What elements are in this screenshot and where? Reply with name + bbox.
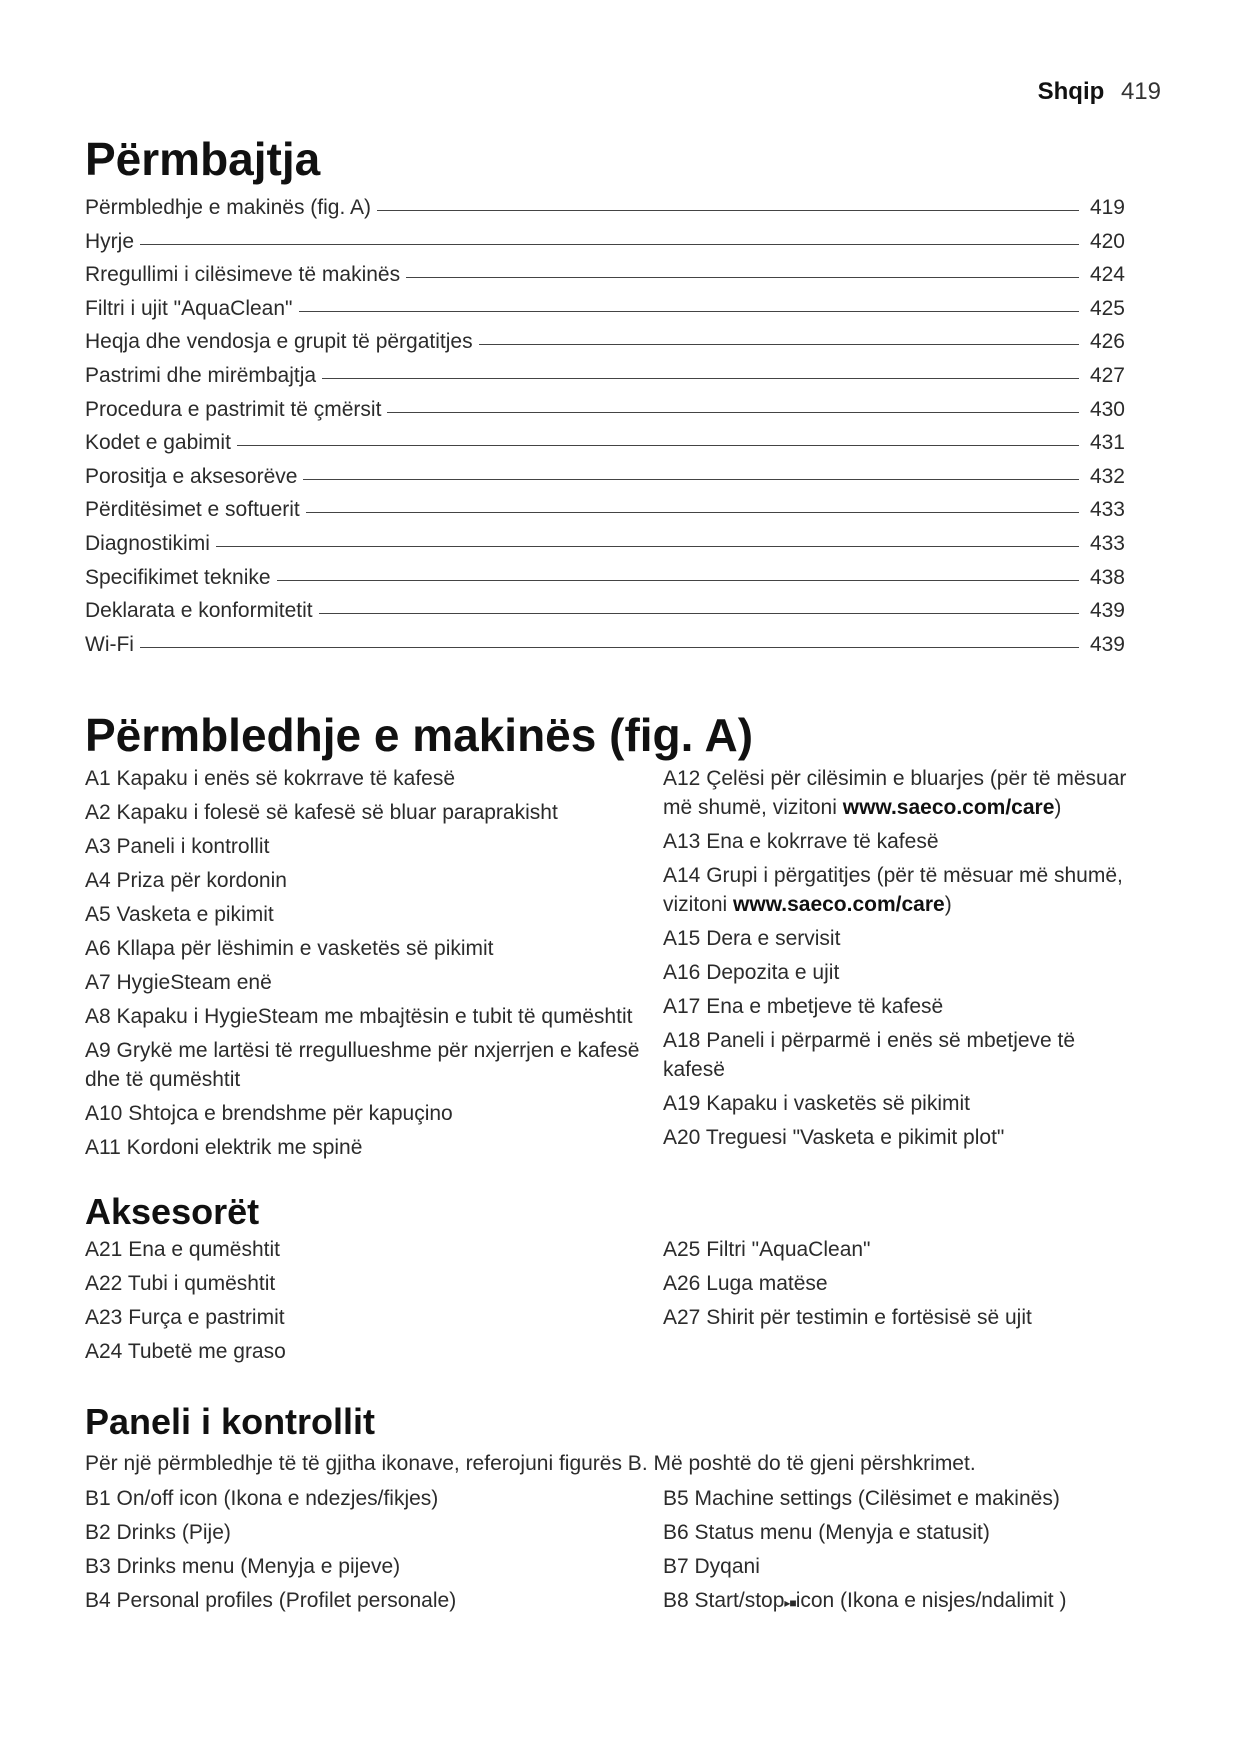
list-item: B5 Machine settings (Cilësimet e makinës) <box>663 1487 1060 1511</box>
toc-entry-page: 439 <box>1089 599 1125 623</box>
toc-entry-page: 439 <box>1089 632 1125 656</box>
toc-entry-page: 431 <box>1089 431 1125 455</box>
toc-leader-line <box>387 412 1079 413</box>
list-item: A1 Kapaku i enës së kokrrave të kafesë <box>85 767 456 791</box>
toc-entry[interactable] <box>85 330 1125 364</box>
list-item: B8 Start/stop▸■icon (Ikona e nisjes/ndalimit ) <box>663 1589 1067 1613</box>
list-item: A13 Ena e kokrrave të kafesë <box>663 830 939 854</box>
page-header <box>1038 78 1161 106</box>
toc-entry-page: 433 <box>1089 498 1125 522</box>
list-item: A17 Ena e mbetjeve të kafesë <box>663 995 944 1019</box>
saeco-care-link[interactable]: www.saeco.com/care <box>733 893 945 917</box>
toc-leader-line <box>216 546 1079 547</box>
toc-entry[interactable] <box>85 465 1125 499</box>
toc-entry-page: 420 <box>1089 229 1125 253</box>
start-stop-icon: ▸■ <box>784 1596 796 1611</box>
toc-entry-title: Wi-Fi <box>85 632 134 656</box>
control-panel-right-list <box>663 1484 1135 1623</box>
toc-entry-title: Kodet e gabimit <box>85 431 231 455</box>
list-item: A2 Kapaku i folesë së kafesë së bluar paraprakisht <box>85 801 558 825</box>
list-item: A12 Çelësi për cilësimin e bluarjes (për të mësuar më shumë, vizitoni www.saeco.com/care) <box>663 767 1127 820</box>
list-item: B3 Drinks menu (Menyja e pijeve) <box>85 1555 401 1579</box>
control-panel-intro: Për një përmbledhje të të gjitha ikonave, referojuni figurës B. Më poshtë do të gjeni përshkrimet. <box>85 1452 976 1476</box>
list-item: A24 Tubetë me graso <box>85 1340 286 1364</box>
toc-leader-line <box>479 344 1079 345</box>
toc-entry-page: 438 <box>1089 565 1125 589</box>
toc-entry-page: 424 <box>1089 263 1125 287</box>
toc-entry-page: 426 <box>1089 330 1125 354</box>
toc-leader-line <box>306 512 1079 513</box>
toc-entry[interactable] <box>85 230 1125 264</box>
overview-columns <box>85 764 1135 1167</box>
overview-section <box>85 706 1135 1167</box>
toc-leader-line <box>140 244 1079 245</box>
list-item: B1 On/off icon (Ikona e ndezjes/fikjes) <box>85 1487 439 1511</box>
toc-entry-page: 432 <box>1089 464 1125 488</box>
control-panel-section <box>85 1399 1135 1623</box>
list-item: A8 Kapaku i HygieSteam me mbajtësin e tubit të qumështit <box>85 1005 633 1029</box>
accessories-section <box>85 1189 1135 1371</box>
toc-entry-page: 425 <box>1089 296 1125 320</box>
overview-left-list <box>85 764 663 1167</box>
list-item: A9 Grykë me lartësi të rregullueshme për nxjerrjen e kafesë dhe të qumështit <box>85 1039 640 1092</box>
toc-leader-line <box>377 210 1079 211</box>
toc-entry-title: Filtri i ujit "AquaClean" <box>85 296 293 320</box>
list-item: A16 Depozita e ujit <box>663 961 840 985</box>
toc-entry-title: Rregullimi i cilësimeve të makinës <box>85 263 401 287</box>
list-item: A23 Furça e pastrimit <box>85 1306 285 1330</box>
toc-entry-page: 419 <box>1089 196 1125 219</box>
toc-leader-line <box>140 647 1079 648</box>
toc-entry-title: Pastrimi dhe mirëmbajtja <box>85 363 317 387</box>
list-item: A18 Paneli i përparmë i enës së mbetjeve të kafesë <box>663 1029 1076 1082</box>
toc-entry-title: Përditësimet e softuerit <box>85 498 300 522</box>
toc-leader-line <box>322 378 1079 379</box>
list-item: A11 Kordoni elektrik me spinë <box>85 1136 363 1160</box>
toc-leader-line <box>303 479 1079 480</box>
accessories-title: Aksesorët <box>85 1191 260 1233</box>
list-item: B4 Personal profiles (Profilet personale) <box>85 1589 457 1613</box>
toc-entry-title: Përmbledhje e makinës (fig. A) <box>85 196 371 219</box>
list-item: B6 Status menu (Menyja e statusit) <box>663 1521 990 1545</box>
toc-entry[interactable] <box>85 263 1125 297</box>
toc-entry-page: 430 <box>1089 397 1125 421</box>
saeco-care-link[interactable]: www.saeco.com/care <box>842 796 1055 820</box>
page-content <box>85 130 1135 1623</box>
list-item: A25 Filtri "AquaClean" <box>663 1238 871 1262</box>
toc-entry[interactable] <box>85 599 1125 633</box>
toc-list <box>85 196 1125 666</box>
list-item: A22 Tubi i qumështit <box>85 1272 276 1296</box>
page-number: 419 <box>1120 78 1161 105</box>
toc-leader-line <box>237 445 1079 446</box>
toc-entry[interactable] <box>85 532 1125 566</box>
toc-leader-line <box>299 311 1080 312</box>
list-item: A19 Kapaku i vasketës së pikimit <box>663 1092 970 1116</box>
toc-entry-page: 433 <box>1089 531 1125 555</box>
toc-entry[interactable] <box>85 297 1125 331</box>
list-item: A5 Vasketa e pikimit <box>85 903 274 927</box>
list-item: A26 Luga matëse <box>663 1272 828 1296</box>
toc-leader-line <box>319 613 1079 614</box>
toc-leader-line <box>277 580 1079 581</box>
control-panel-left-list <box>85 1484 663 1623</box>
accessories-right-list <box>663 1235 1135 1371</box>
list-item: A4 Priza për kordonin <box>85 869 287 893</box>
toc-entry[interactable] <box>85 364 1125 398</box>
list-item: A21 Ena e qumështit <box>85 1238 280 1262</box>
accessories-columns <box>85 1235 1135 1371</box>
toc-title: Përmbajtja <box>85 133 321 185</box>
list-item: A6 Kllapa për lëshimin e vasketës së pikimit <box>85 937 494 961</box>
toc-leader-line <box>406 277 1079 278</box>
list-item: A20 Treguesi "Vasketa e pikimit plot" <box>663 1126 1005 1150</box>
accessories-left-list <box>85 1235 663 1371</box>
list-item: A14 Grupi i përgatitjes (për të mësuar më shumë, vizitoni www.saeco.com/care) <box>663 864 1123 917</box>
toc-entry[interactable] <box>85 431 1125 465</box>
control-panel-title: Paneli i kontrollit <box>85 1401 376 1443</box>
toc-entry[interactable] <box>85 566 1125 600</box>
toc-entry[interactable] <box>85 398 1125 432</box>
toc-entry-title: Deklarata e konformitetit <box>85 599 313 623</box>
list-item: A3 Paneli i kontrollit <box>85 835 270 859</box>
list-item: A10 Shtojca e brendshme për kapuçino <box>85 1102 453 1126</box>
toc-entry[interactable] <box>85 633 1125 667</box>
list-item: A15 Dera e servisit <box>663 927 841 951</box>
overview-title: Përmbledhje e makinës (fig. A) <box>85 709 754 762</box>
toc-entry[interactable] <box>85 196 1125 230</box>
toc-entry-title: Hyrje <box>85 229 135 253</box>
overview-right-list <box>663 764 1135 1167</box>
toc-section <box>85 130 1135 666</box>
list-item: B2 Drinks (Pije) <box>85 1521 231 1545</box>
toc-entry-title: Heqja dhe vendosja e grupit të përgatitjes <box>85 330 473 354</box>
language-label: Shqip <box>1037 78 1105 105</box>
toc-entry-title: Specifikimet teknike <box>85 565 271 589</box>
list-item: A7 HygieSteam enë <box>85 971 272 995</box>
toc-entry-title: Diagnostikimi <box>85 531 210 555</box>
toc-entry-title: Porositja e aksesorëve <box>85 464 298 488</box>
toc-entry-title: Procedura e pastrimit të çmërsit <box>85 397 382 421</box>
toc-entry[interactable] <box>85 498 1125 532</box>
list-item: B7 Dyqani <box>663 1555 760 1579</box>
toc-entry-page: 427 <box>1089 363 1125 387</box>
list-item: A27 Shirit për testimin e fortësisë së ujit <box>663 1306 1032 1330</box>
control-panel-columns <box>85 1484 1135 1623</box>
